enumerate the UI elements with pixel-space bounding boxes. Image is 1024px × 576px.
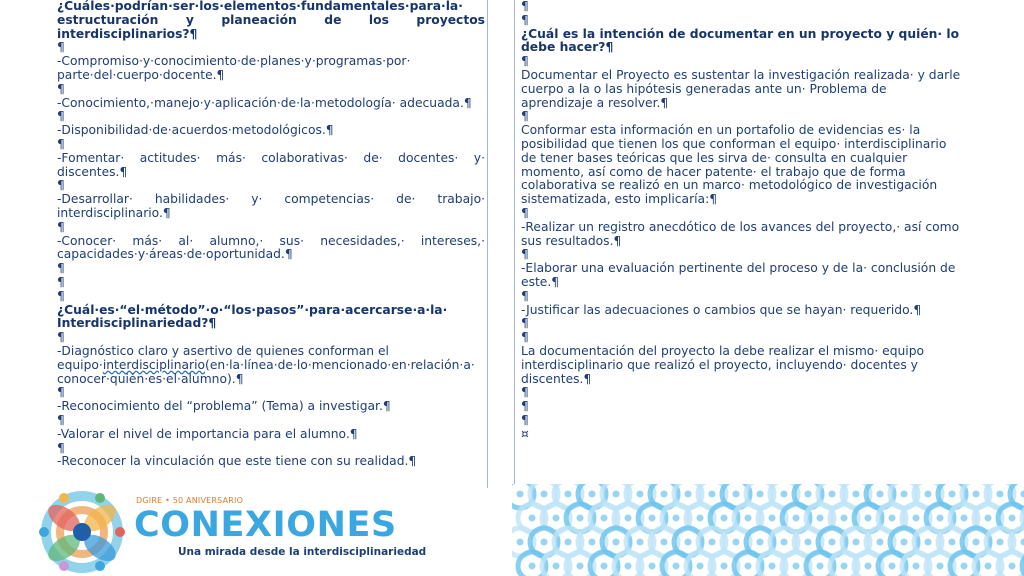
list-item-diagnostico [57, 345, 485, 386]
pilcrow-line: ¶ [57, 440, 65, 455]
pattern-dot [565, 491, 572, 498]
pattern-dot [973, 539, 980, 546]
pattern-dot [601, 515, 608, 522]
pilcrow-line: ¶ [521, 247, 529, 262]
list-item-compromiso: -Compromiso·y·conocimiento·de·planes·y·programas·por· parte·del·cuerpo·docente.¶ [57, 54, 411, 82]
pattern-dot [1021, 491, 1024, 498]
pattern-dot [709, 539, 716, 546]
list-item-valorar: -Valorar el nivel de importancia para el alumno.¶ [57, 426, 358, 441]
pattern-dot [889, 515, 896, 522]
brand-tagline: Una mirada desde la interdisciplinariedad [178, 546, 427, 558]
pattern-dot [973, 491, 980, 498]
pattern-dot [733, 491, 740, 498]
pilcrow-line: ¶ [57, 109, 65, 124]
paragraph-documentacion: La documentación del proyecto la debe realizar el mismo· equipo interdisciplinario que realizó el proyecto, incluyendo· docentes y discentes.¶ [521, 343, 925, 386]
heading-elements: ¿Cuáles·podrían·ser·los·elementos·fundamentales·para·la· estructuración y planeación de los proyectos interdisciplinarios?¶ [57, 0, 485, 41]
pilcrow-line: ¶ [57, 40, 65, 55]
pattern-dot [865, 515, 872, 522]
pattern-dot [553, 563, 560, 570]
pattern-dot [577, 563, 584, 570]
pattern-dot [841, 563, 848, 570]
pilcrow-line: ¶ [521, 412, 529, 427]
diagnostico-text: -Diagnóstico claro y asertivo de quienes conforman el equipo· [57, 343, 389, 372]
column-divider-right [514, 0, 515, 484]
pattern-dot [733, 539, 740, 546]
pilcrow-line: ¶ [57, 219, 65, 234]
pattern-dot [541, 491, 548, 498]
pilcrow-line: ¶ [57, 261, 65, 276]
pattern-dot [877, 491, 884, 498]
pattern-dot [997, 539, 1004, 546]
pilcrow-line: ¶ [57, 274, 65, 289]
list-item-disponibilidad: -Disponibilidad·de·acuerdos·metodológicos.¶ [57, 123, 334, 138]
pattern-dot [613, 539, 620, 546]
pattern-dot [853, 539, 860, 546]
pattern-dot [661, 539, 668, 546]
pattern-dot [625, 515, 632, 522]
pattern-dot [589, 539, 596, 546]
pilcrow-line: ¶ [57, 330, 65, 345]
pattern-dot [613, 491, 620, 498]
pilcrow-line: ¶ [521, 54, 529, 69]
pattern-dot [757, 539, 764, 546]
pattern-dot [685, 539, 692, 546]
pattern-dot [925, 539, 932, 546]
pilcrow-line: ¶ [521, 0, 529, 13]
right-text-column [521, 0, 961, 484]
pattern-dot [601, 563, 608, 570]
pilcrow-line: ¶ [57, 178, 65, 193]
pattern-dot [781, 491, 788, 498]
left-text-column [57, 0, 485, 484]
pattern-dot [913, 515, 920, 522]
pattern-dot [517, 539, 524, 546]
pilcrow-line: ¶ [57, 412, 65, 427]
pattern-dot [1009, 563, 1016, 570]
pattern-dot [649, 563, 656, 570]
pattern-dot [829, 491, 836, 498]
pattern-dot [697, 563, 704, 570]
pattern-dot [901, 539, 908, 546]
list-item-conocimiento: -Conocimiento,·manejo·y·aplicación·de·la·metodología· adecuada.¶ [57, 95, 472, 110]
pattern-dot [745, 563, 752, 570]
spellcheck-word: interdisciplinario [102, 357, 206, 372]
pilcrow-line: ¶ [521, 399, 529, 414]
pattern-dot [553, 515, 560, 522]
pilcrow-line: ¶ [521, 288, 529, 303]
list-item-reconocimiento: -Reconocimiento del “problema” (Tema) a investigar.¶ [57, 399, 391, 414]
pattern-dot [817, 515, 824, 522]
pattern-dot [589, 491, 596, 498]
heading-documentar: ¿Cuál es la intención de documentar en un proyecto y quién· lo debe hacer?¶ [521, 26, 960, 55]
pilcrow-line: ¶ [57, 81, 65, 96]
pattern-dot [961, 515, 968, 522]
pilcrow-line: ¶ [521, 205, 529, 220]
pilcrow-line: ¶ [521, 330, 529, 345]
pattern-dot [961, 563, 968, 570]
pilcrow-line: ¶ [521, 385, 529, 400]
pattern-dot [637, 539, 644, 546]
pattern-dot [913, 563, 920, 570]
pattern-dot [865, 563, 872, 570]
list-item-reconocer: -Reconocer la vinculación que este tiene con su realidad.¶ [57, 454, 417, 469]
pattern-dot [805, 539, 812, 546]
pattern-dot [793, 515, 800, 522]
pattern-dot [661, 491, 668, 498]
heading-method: ¿Cuál·es·“el·método”·o·“los·pasos”·para·acercarse·a·la· Interdisciplinariedad?¶ [57, 302, 448, 331]
pattern-dot [829, 539, 836, 546]
list-item-registro: -Realizar un registro anecdótico de los avances del proyecto,· así como sus resultados.¶ [521, 219, 960, 248]
diagnostico-tail: (en·la·línea·de·lo·mencionado·en·relación·a· conocer·quién·es·el·alumno).¶ [57, 357, 475, 386]
pilcrow-line: ¶ [521, 12, 529, 27]
brand-name: CONEXIONES [134, 505, 397, 545]
pattern-dot [721, 563, 728, 570]
pattern-dot [877, 539, 884, 546]
pattern-dot [949, 539, 956, 546]
list-item-fomentar: -Fomentar· actitudes· más· colaborativas· de· docentes· y· discentes.¶ [57, 150, 485, 179]
pilcrow-line: ¶ [57, 385, 65, 400]
pattern-dot [745, 515, 752, 522]
pattern-dot [805, 491, 812, 498]
pattern-dot [817, 563, 824, 570]
pattern-dot [577, 515, 584, 522]
pattern-dot [937, 563, 944, 570]
pattern-dot [721, 515, 728, 522]
brand-anniversary-line: DGIRE • 50 ANIVERSARIO [136, 496, 244, 505]
pattern-dot [637, 491, 644, 498]
list-item-justificar: -Justificar las adecuaciones o cambios que se hayan· requerido.¶ [521, 302, 922, 317]
list-item-conocer: -Conocer· más· al· alumno,· sus· necesidades,· intereses,· capacidades·y·áreas·de·oportunidad.¶ [57, 233, 485, 262]
pattern-dot [709, 491, 716, 498]
pattern-dot [949, 491, 956, 498]
pattern-dot [793, 563, 800, 570]
pattern-dot [673, 515, 680, 522]
pilcrow-line: ¶ [57, 136, 65, 151]
conexiones-hexagon-logo-icon [34, 488, 130, 576]
pilcrow-line: ¶ [57, 288, 65, 303]
pattern-dot [901, 491, 908, 498]
paragraph-conformar: Conformar esta información en un portafolio de evidencias es· la posibilidad que tienen los que conforman el equipo· interdisciplinario de tener bases teóricas que les sirva de· consulta en cualquier momento, así como de hacer patente· el trabajo que de forma colaborativa se realizó en un marco· metodológico de investigación sistematizada, esto implicaría:¶ [521, 123, 947, 207]
pattern-dot [649, 515, 656, 522]
pattern-dot [625, 563, 632, 570]
pattern-dot [1009, 515, 1016, 522]
pattern-dot [1021, 539, 1024, 546]
paragraph-documentar: Documentar el Proyecto es sustentar la investigación realizada· y darle cuerpo a la o las hipótesis generadas ante un· Problema de aprendizaje a resolver.¶ [521, 67, 961, 110]
pattern-dot [697, 515, 704, 522]
pattern-dot [985, 563, 992, 570]
pattern-dot [529, 563, 536, 570]
column-divider-left [487, 0, 488, 488]
pilcrow-line: ¶ [521, 316, 529, 331]
pattern-dot [841, 515, 848, 522]
pattern-dot [565, 539, 572, 546]
pilcrow-line: ¶ [521, 109, 529, 124]
pattern-dot [985, 515, 992, 522]
list-item-evaluacion: -Elaborar una evaluación pertinente del proceso y de la· conclusión de este.¶ [521, 261, 956, 289]
pattern-dot [673, 563, 680, 570]
pattern-dot [853, 491, 860, 498]
pattern-dot [937, 515, 944, 522]
pattern-dot [997, 491, 1004, 498]
interlocking-circles-pattern-icon [512, 484, 1024, 576]
pattern-dot [769, 563, 776, 570]
list-item-desarrollar: -Desarrollar· habilidades· y· competencias· de· trabajo· interdisciplinario.¶ [57, 192, 485, 220]
pattern-dot [529, 515, 536, 522]
pattern-dot [769, 515, 776, 522]
pattern-dot [517, 491, 524, 498]
pattern-dot [781, 539, 788, 546]
pattern-dot [925, 491, 932, 498]
pattern-dot [889, 563, 896, 570]
cell-end-marker: ¤ [521, 426, 529, 441]
pattern-dot [685, 491, 692, 498]
pattern-dot [541, 539, 548, 546]
pattern-dot [757, 491, 764, 498]
